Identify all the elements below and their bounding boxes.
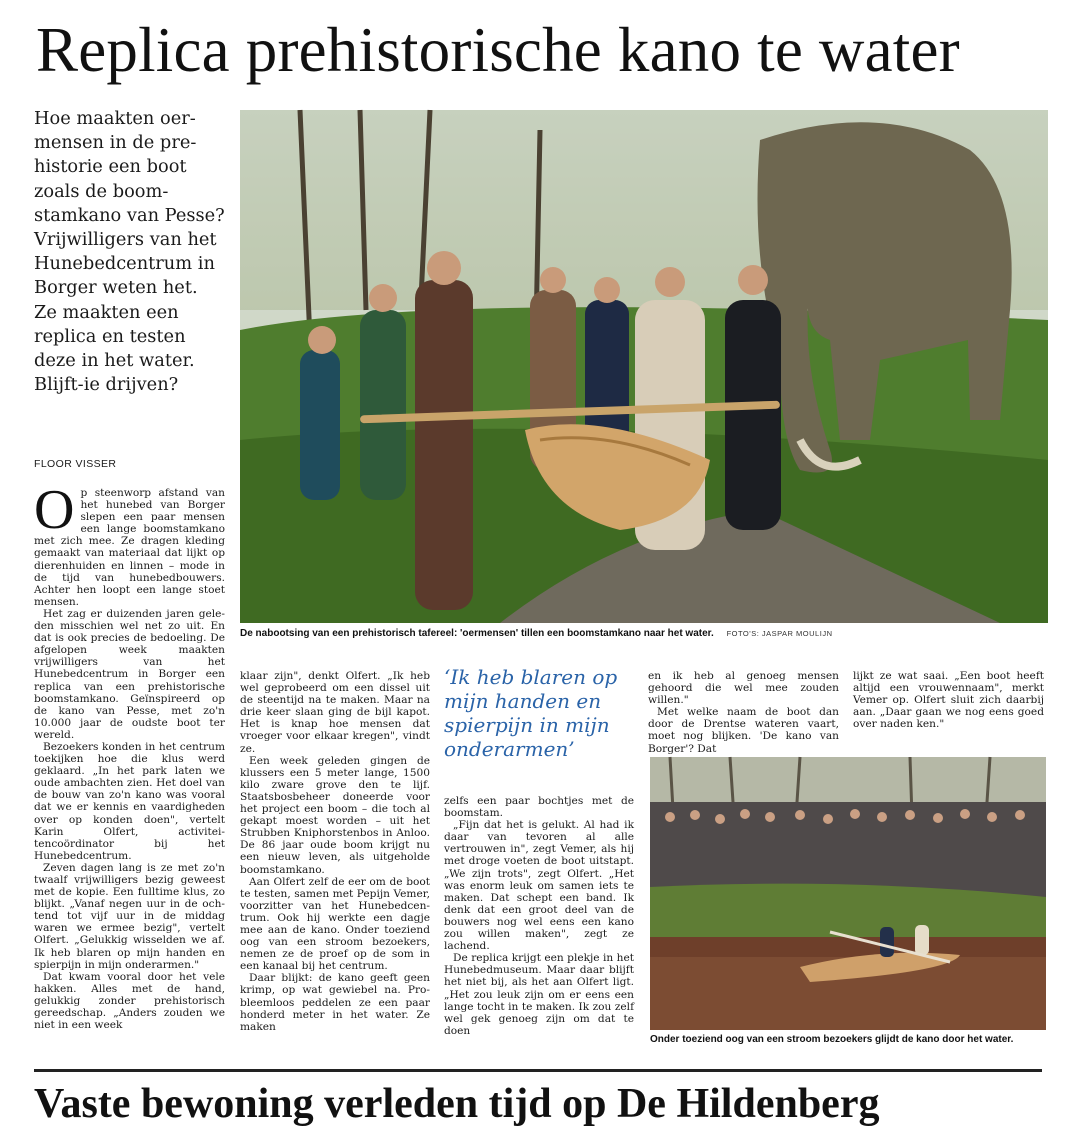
text-column-1 [34, 479, 225, 1032]
text-column-5 [853, 670, 1044, 730]
paragraph: Met welke naam de boot dan door de Drentse wateren vaart, moet nog blijken. 'De kano van Borger'? Dat [648, 706, 839, 755]
drop-cap: O [34, 479, 75, 541]
article-headline: Replica prehistorische kano te water [36, 15, 960, 85]
second-photo [650, 757, 1046, 1030]
paragraph: „Fijn dat het is gelukt. Al had ik daar van tevoren al alle vertrouwen in", zegt Vemer, als hij met droge voeten de boot uitstapt. „We zijn trots", zegt Olfert. „Het was enorm leuk om samen iets te maken. Dat schept een band. Ik denk dat een groot deel van de bouwers nog wel eens een kano zou willen maken", zegt ze lachend. [444, 819, 634, 953]
paragraph: Het zag er duizenden jaren geleden misschien wel net zo uit. En dat is ook precies de bedoeling. De afgelopen week maakten vrijwilligers van het Hunebedcentrum in Borger een replica van een prehistorische boomstamkano. Geïnspireerd op de kano van Pesse, met zo'n 10.000 jaar de oudste boot ter wereld. [34, 607, 225, 741]
text-column-3 [444, 795, 634, 1037]
paragraph: p steenworp afstand van het hunebed van Borger slepen een paar mensen een lange boomstamkano met zich mee. Ze dragen kleding gemaakt van materiaal dat lijkt op dierenhuiden en linnen – mode in de tijd van hunebedbouwers. Achter hen loopt een lange stoet mensen. [34, 487, 225, 608]
photo-credit: FOTO'S: JASPAR MOULIJN [726, 629, 833, 638]
caption-text: De nabootsing van een prehistorisch tafereel: 'oermensen' tillen een boomstamkano naar het water. [240, 628, 714, 639]
text-column-4 [648, 670, 839, 755]
pull-quote: ‘Ik heb blaren op mijn handen en spierpijn in mijn onderarmen’ [444, 665, 618, 761]
text-column-2 [240, 670, 430, 1033]
paragraph: Zeven dagen lang is ze met zo'n twaalf vrijwilligers bezig geweest met de kopie. Een fulltime klus, zo blijkt. „Vanaf negen uur in de ochtend tot vijf uur in de middag waren we ermee bezig", vertelt Olfert. „Gelukkig wisselden we af. Ik heb blaren op mijn handen en spierpijn in mijn onderarmen." [34, 861, 225, 971]
paragraph: Dat kwam vooral door het vele hakken. Alles met de hand, gelukkig zonder prehistorisch gereedschap. „Anders zouden we niet in een week [34, 970, 225, 1032]
paragraph: Aan Olfert zelf de eer om de boot te testen, samen met Pepijn Vemer, voorzitter van het Hunebedcentrum. Ook hij werkte een dagje mee aan de kano. Onder toeziend oog van een stroom bezoekers, nemen ze de proef op de som in een kanaal bij het centrum. [240, 875, 430, 973]
paragraph: klaar zijn", denkt Olfert. „Ik heb wel geprobeerd om een dissel uit de steentijd na te maken. Maar na drie keer slaan ging de bijl kapot. Het is knap hoe mensen dat vroeger voor elkaar kregen", vindt ze. [240, 670, 430, 755]
paragraph: Bezoekers konden in het centrum toekijken hoe die klus werd geklaard. „In het park laten we oude ambachten zien. Het doel van de bouw van zo'n kano was vooral dat we er kennis en vaardigheden over op konden doen", vertelt Karin Olfert, activiteitencoördinator bij het Hunebedcentrum. [34, 740, 225, 862]
paragraph: Daar blijkt: de kano geeft geen krimp, op wat gewiebel na. Probleemloos peddelen ze een paar honderd meter in het water. Ze maken [240, 972, 430, 1033]
second-photo-caption: Onder toeziend oog van een stroom bezoekers glijdt de kano door het water. [650, 1034, 1014, 1045]
paragraph: zelfs een paar bochtjes met de boomstam. [444, 795, 634, 820]
main-photo-caption [240, 628, 832, 639]
section-divider [34, 1069, 1042, 1072]
paragraph: en ik heb al genoeg mensen gehoord die wel mee zouden willen." [648, 670, 839, 707]
paragraph: lijkt ze wat saai. „Een boot heeft altijd een vrouwennaam", merkt Vemer op. Olfert sluit zich daarbij aan. „Daar gaan we nog eens goed over naden ken." [853, 670, 1044, 731]
paragraph: De replica krijgt een plekje in het Hunebedmuseum. Maar daar blijft het niet bij, als het aan Olfert ligt. „Het zou leuk zijn om er eens een lange tocht in te maken. Ik zou zelf wel gek genoeg zijn om dat te doen [444, 952, 634, 1037]
article-intro: Hoe maakten oermensen in de prehistorie een boot zoals de boomstamkano van Pesse? Vrijwilligers van het Hunebedcentrum in Borger weten het. Ze maakten een replica en testen deze in het water. Blijft-ie drijven? [34, 108, 225, 396]
article-byline: FLOOR VISSER [34, 458, 117, 470]
next-article-headline: Vaste bewoning verleden tijd op De Hildenberg [34, 1081, 880, 1127]
paragraph: Een week geleden gingen de klussers een 5 meter lange, 1500 kilo zware grove den te lijf. Staatsbosbeheer doneerde voor het project een boom – die toch al gekapt moest worden – uit het Strubben Kniphorstenbos in Anloo. De 86 jaar oude boom krijgt nu een nieuw leven, als uitgeholde boomstamkano. [240, 754, 430, 876]
main-photo [240, 110, 1048, 623]
